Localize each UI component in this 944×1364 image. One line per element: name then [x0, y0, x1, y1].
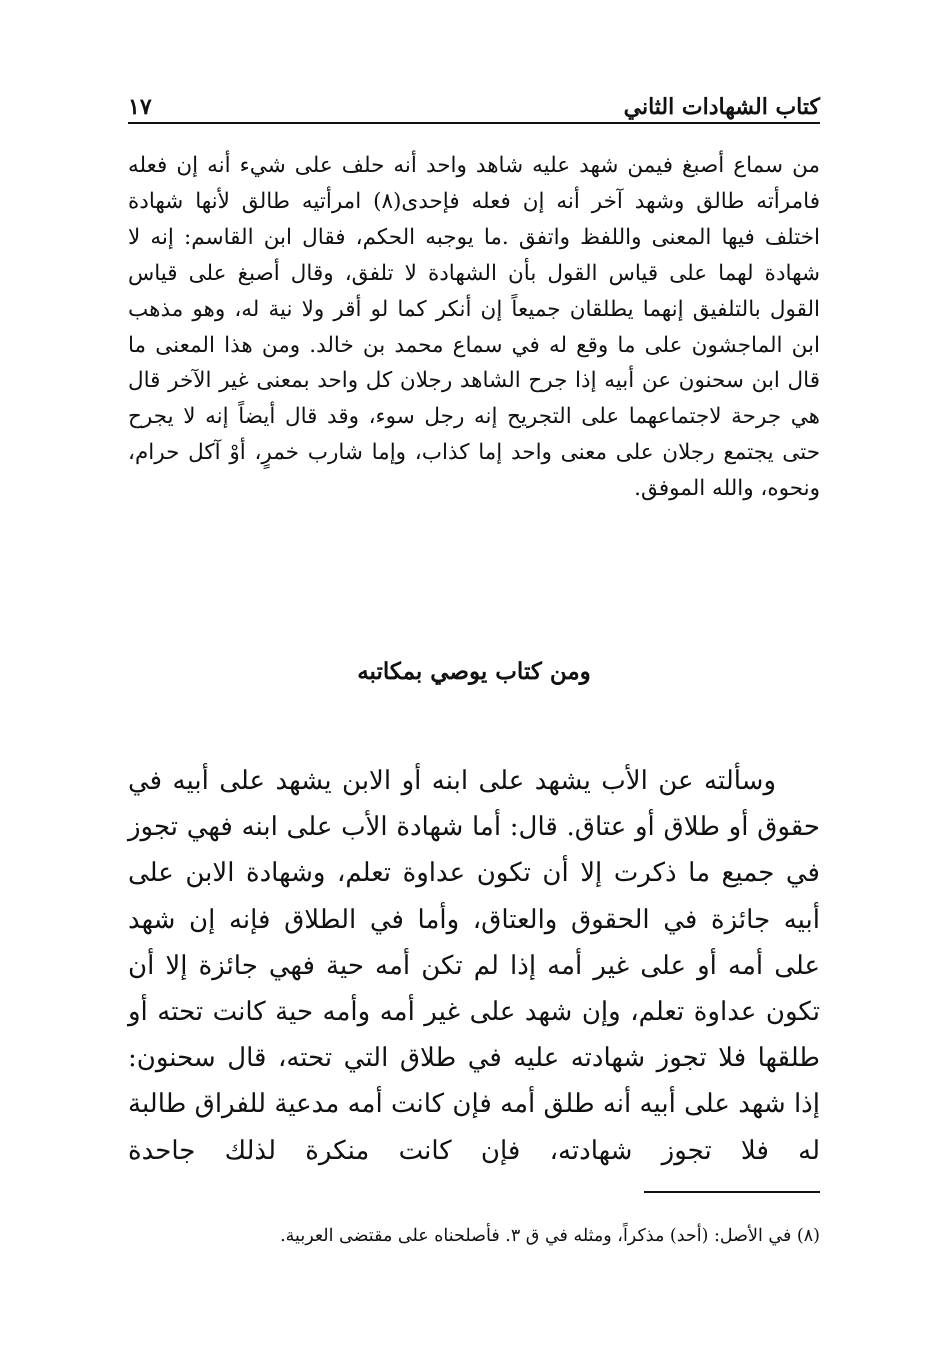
- footnote: (٨) في الأصل: (أحد) مذكراً، ومثله في ق ٣. فأصلحناه على مقتضى العربية.: [280, 1226, 820, 1246]
- running-header: [128, 86, 820, 120]
- paragraph-2: وسألته عن الأب يشهد على ابنه أو الابن يشهد على أبيه في حقوق أو طلاق أو عتاق. قال: أما شهادة الأب على ابنه فهي تجوز في جميع ما ذكرت إلا أن تكون عداوة تعلم، وشهادة الابن على أبيه جائزة في الحقوق والعتاق، وأما في الطلاق فإنه إن شهد على أمه أو على غير أمه إذا لم تكن أمه حية فهي جائزة إلا أن تكون عداوة تعلم، وإن شهد على غير أمه وأمه حية كانت تحته أو طلقها فلا تجوز شهادته عليه في طلاق التي تحته، قال سحنون: إذا شهد على أبيه أنه طلق أمه فإن كانت أمه مدعية للفراق طالبة له فلا تجوز شهادته، فإن كانت منكرة لذلك جاحدة: [128, 766, 820, 1166]
- book-title: كتاب الشهادات الثاني: [623, 94, 820, 120]
- paragraph-1: من سماع أصبغ فيمن شهد عليه شاهد واحد أنه حلف على شيء أنه إن فعله فامرأته طالق وشهد آخر أنه إن فعله فإحدى(٨) امرأتيه طالق لأنها شهادة اختلف فيها المعنى واللفظ واتفق .ما يوجبه الحكم، فقال ابن القاسم: إنه لا شهادة لهما على قياس القول بأن الشهادة لا تلفق، وقال أصبغ على قياس القول بالتلفيق إنهما يطلقان جميعاً إن أنكر كما لو أقر ولا نية له، وهو مذهب ابن الماجشون على ما وقع له في سماع محمد بن خالد. ومن هذا المعنى ما قال ابن سحنون عن أبيه إذا جرح الشاهد رجلان كل واحد بمعنى غير الآخر قال هي جرحة لاجتماعهما على التجريح إنه رجل سوء، وقد قال أيضاً إنه لا يجرح حتى يجتمع رجلان على معنى واحد إما كذاب، وإما شارب خمرٍ، أوْ آكل حرام، ونحوه، والله الموفق.: [128, 153, 820, 502]
- header-rule: [128, 122, 820, 124]
- footnote-rule: [644, 1191, 820, 1193]
- page-number: ١٧: [128, 94, 152, 120]
- section-heading: ومن كتاب يوصي بمكاتبه: [357, 658, 591, 685]
